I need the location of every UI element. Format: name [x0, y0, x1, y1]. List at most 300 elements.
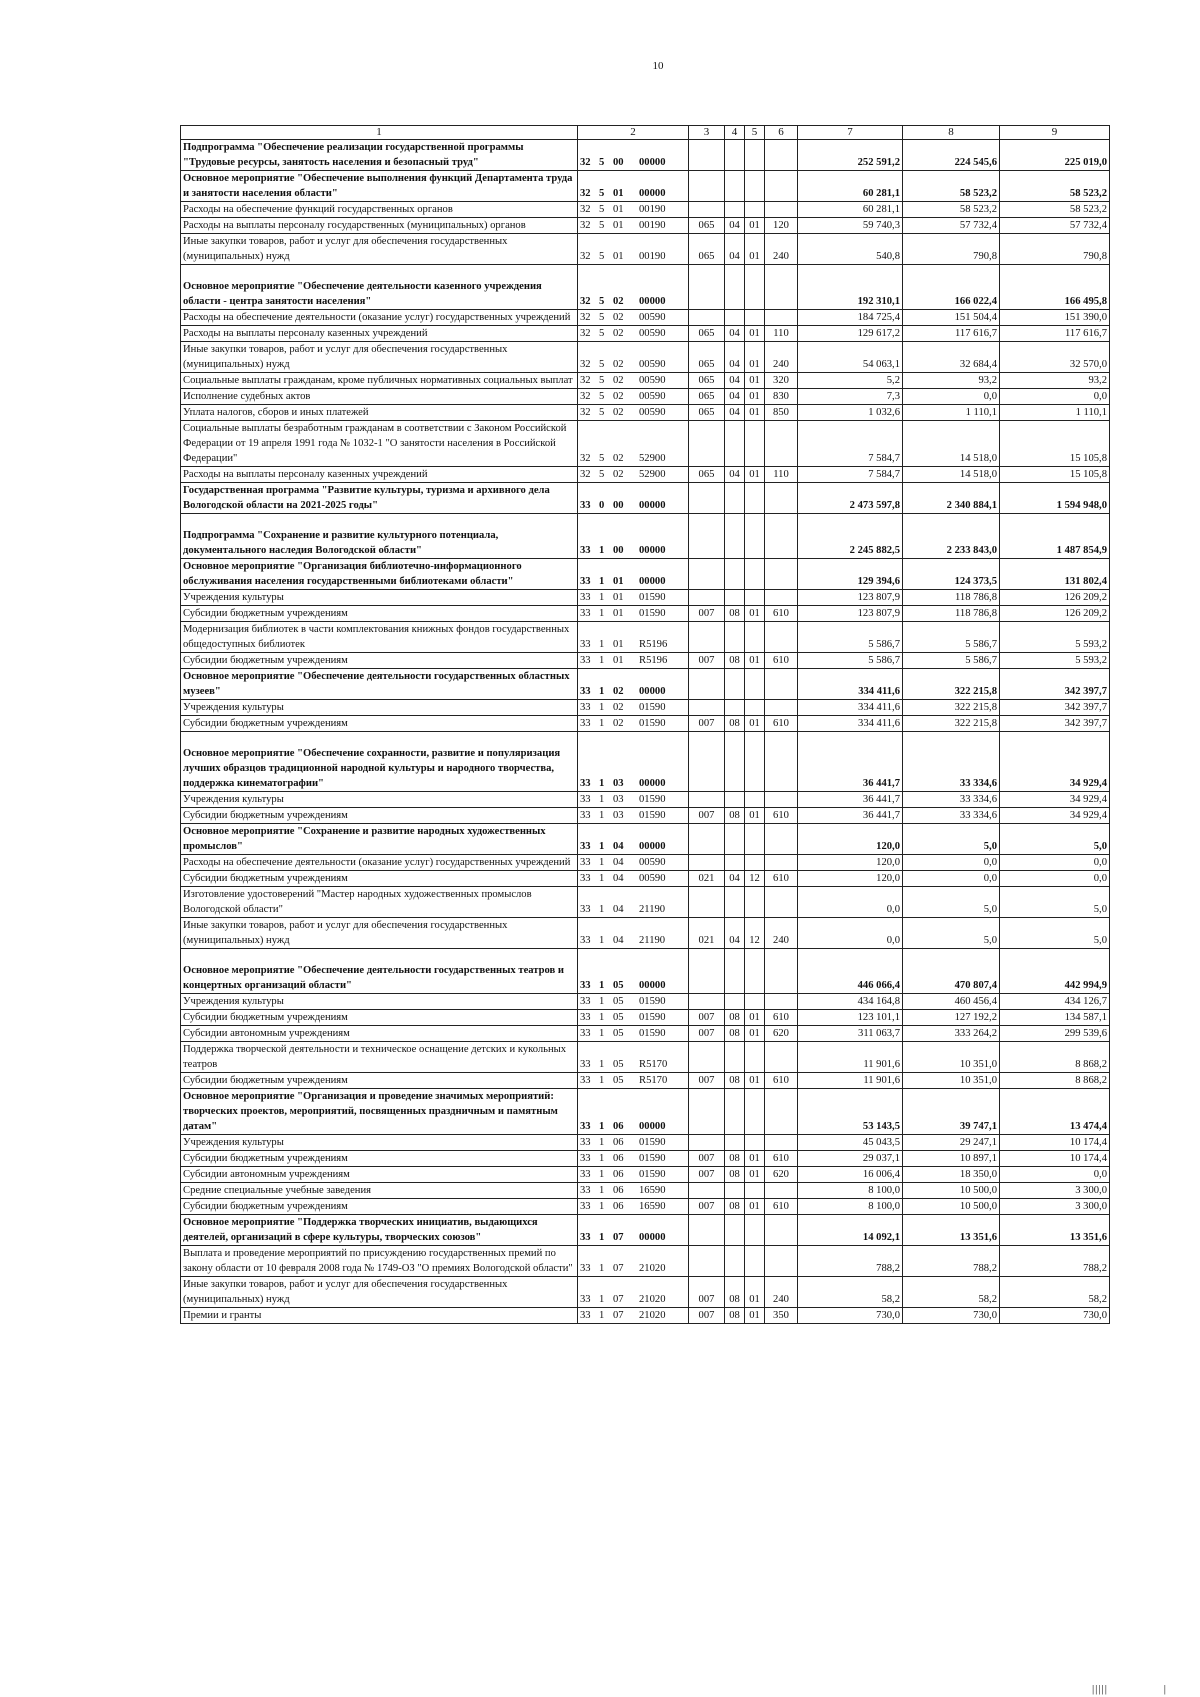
table-row [181, 716, 1110, 732]
amount-v8: 0,0 [903, 855, 1000, 871]
amount-v7: 59 740,3 [798, 218, 903, 234]
amount-v7: 60 281,1 [798, 202, 903, 218]
amount-v9: 788,2 [1000, 1246, 1110, 1277]
code-part-4: 00000 [639, 296, 666, 307]
amount-v9: 166 495,8 [1000, 265, 1110, 310]
amount-v7: 446 066,4 [798, 949, 903, 994]
cell-c5: 12 [745, 871, 765, 887]
amount-v9: 790,8 [1000, 234, 1110, 265]
row-name-text: Субсидии бюджетным учреждениям [183, 1201, 348, 1212]
row-name-text: Основное мероприятие "Обеспечение выполнения функций Департамента труда и занятости населения области" [183, 173, 573, 199]
code-part-1: 33 [580, 1137, 591, 1148]
cell-c5: 01 [745, 1151, 765, 1167]
code-part-3: 01 [613, 204, 624, 215]
amount-v8: 5,0 [903, 824, 1000, 855]
row-code [578, 342, 689, 373]
cell-c4 [725, 1135, 745, 1151]
code-part-1: 32 [580, 204, 591, 215]
table-row [181, 855, 1110, 871]
cell-c4 [725, 1246, 745, 1277]
code-part-2: 5 [599, 469, 605, 480]
amount-v8: 39 747,1 [903, 1089, 1000, 1135]
cell-c3 [689, 202, 725, 218]
cell-c6: 240 [765, 1277, 798, 1308]
table-row [181, 405, 1110, 421]
row-name-text: Субсидии бюджетным учреждениям [183, 1075, 348, 1086]
row-name [181, 887, 578, 918]
code-part-3: 07 [613, 1310, 624, 1321]
amount-v9: 134 587,1 [1000, 1010, 1110, 1026]
cell-c6 [765, 855, 798, 871]
cell-c6 [765, 1183, 798, 1199]
code-part-3: 05 [613, 1012, 624, 1023]
amount-v9: 442 994,9 [1000, 949, 1110, 994]
cell-c5: 01 [745, 653, 765, 669]
code-part-3: 07 [613, 1263, 624, 1274]
cell-c3 [689, 1246, 725, 1277]
row-name [181, 918, 578, 949]
code-part-4: 00000 [639, 545, 666, 556]
code-part-3: 02 [613, 702, 624, 713]
row-name-text: Основное мероприятие "Поддержка творческих инициатив, выдающихся деятелей, организаций в сфере культуры, творческих союзов" [183, 1217, 538, 1243]
amount-v8: 730,0 [903, 1308, 1000, 1324]
table-row [181, 265, 1110, 310]
amount-v9: 0,0 [1000, 855, 1110, 871]
amount-v8: 10 351,0 [903, 1073, 1000, 1089]
table-row [181, 590, 1110, 606]
table-row [181, 918, 1110, 949]
amount-v8: 10 897,1 [903, 1151, 1000, 1167]
amount-v7: 58,2 [798, 1277, 903, 1308]
code-part-1: 33 [580, 857, 591, 868]
code-part-2: 1 [599, 980, 605, 991]
code-part-1: 33 [580, 1121, 591, 1132]
row-name-text: Субсидии бюджетным учреждениям [183, 655, 348, 666]
column-header-1: 1 [181, 126, 578, 140]
amount-v8: 58 523,2 [903, 171, 1000, 202]
row-name-text: Основное мероприятие "Обеспечение деятельности казенного учреждения области - центра занятости населения" [183, 281, 542, 307]
code-part-3: 04 [613, 935, 624, 946]
cell-c3: 007 [689, 1308, 725, 1324]
cell-c5 [745, 590, 765, 606]
amount-v7: 129 394,6 [798, 559, 903, 590]
code-part-2: 5 [599, 157, 605, 168]
table-row [181, 1277, 1110, 1308]
code-part-2: 1 [599, 718, 605, 729]
row-name-text: Учреждения культуры [183, 1137, 284, 1148]
row-code [578, 265, 689, 310]
cell-c3 [689, 732, 725, 792]
row-name-text: Учреждения культуры [183, 996, 284, 1007]
cell-c3 [689, 824, 725, 855]
code-part-3: 01 [613, 188, 624, 199]
code-part-2: 1 [599, 545, 605, 556]
row-name-text: Расходы на выплаты персоналу казенных учреждений [183, 469, 428, 480]
amount-v7: 730,0 [798, 1308, 903, 1324]
table-row [181, 1010, 1110, 1026]
amount-v9: 1 110,1 [1000, 405, 1110, 421]
cell-c5 [745, 1215, 765, 1246]
code-part-1: 33 [580, 841, 591, 852]
code-part-3: 06 [613, 1201, 624, 1212]
cell-c5: 01 [745, 808, 765, 824]
code-part-2: 5 [599, 391, 605, 402]
code-part-3: 01 [613, 220, 624, 231]
cell-c3: 007 [689, 1167, 725, 1183]
code-part-4: 00000 [639, 1232, 666, 1243]
table-row [181, 1135, 1110, 1151]
cell-c4: 04 [725, 234, 745, 265]
row-code [578, 994, 689, 1010]
cell-c5: 01 [745, 1026, 765, 1042]
row-name [181, 1135, 578, 1151]
code-part-1: 33 [580, 1310, 591, 1321]
column-header-6: 6 [765, 126, 798, 140]
cell-c4: 08 [725, 1026, 745, 1042]
row-name [181, 202, 578, 218]
cell-c3: 065 [689, 218, 725, 234]
row-name-text: Расходы на обеспечение деятельности (оказание услуг) государственных учреждений [183, 312, 571, 323]
amount-v9: 1 594 948,0 [1000, 483, 1110, 514]
code-part-4: 21020 [639, 1263, 666, 1274]
row-code [578, 202, 689, 218]
column-header-8: 8 [903, 126, 1000, 140]
code-part-1: 32 [580, 251, 591, 262]
cell-c4: 08 [725, 1010, 745, 1026]
code-part-3: 04 [613, 857, 624, 868]
cell-c3: 007 [689, 1026, 725, 1042]
cell-c6: 610 [765, 871, 798, 887]
code-part-3: 03 [613, 810, 624, 821]
cell-c4 [725, 887, 745, 918]
amount-v8: 57 732,4 [903, 218, 1000, 234]
cell-c6: 830 [765, 389, 798, 405]
cell-c3 [689, 140, 725, 171]
row-code [578, 1183, 689, 1199]
code-part-1: 33 [580, 980, 591, 991]
row-code [578, 389, 689, 405]
cell-c4 [725, 310, 745, 326]
row-name [181, 1199, 578, 1215]
code-part-4: 01590 [639, 1153, 666, 1164]
table-row [181, 606, 1110, 622]
page-number: 10 [652, 60, 664, 72]
code-part-2: 5 [599, 220, 605, 231]
row-code [578, 653, 689, 669]
cell-c3: 007 [689, 606, 725, 622]
code-part-2: 1 [599, 778, 605, 789]
cell-c5 [745, 1089, 765, 1135]
cell-c3: 065 [689, 234, 725, 265]
table-row [181, 171, 1110, 202]
cell-c4 [725, 1089, 745, 1135]
cell-c4 [725, 622, 745, 653]
row-name [181, 1215, 578, 1246]
code-part-4: 00000 [639, 841, 666, 852]
code-part-1: 33 [580, 702, 591, 713]
row-code [578, 373, 689, 389]
amount-v7: 334 411,6 [798, 716, 903, 732]
cell-c4 [725, 700, 745, 716]
amount-v7: 434 164,8 [798, 994, 903, 1010]
scan-edge-mark: | [1163, 1683, 1166, 1695]
cell-c3 [689, 700, 725, 716]
table-row [181, 887, 1110, 918]
code-part-2: 1 [599, 1201, 605, 1212]
row-name-text: Основное мероприятие "Организация и проведение значимых мероприятий: творческих проектов, мероприятий, посвященных праздничным и памятным датам" [183, 1091, 558, 1132]
cell-c4 [725, 202, 745, 218]
code-part-2: 5 [599, 296, 605, 307]
row-name [181, 669, 578, 700]
code-part-1: 33 [580, 545, 591, 556]
amount-v9: 34 929,4 [1000, 792, 1110, 808]
code-part-3: 07 [613, 1232, 624, 1243]
amount-v7: 0,0 [798, 887, 903, 918]
cell-c6 [765, 421, 798, 467]
cell-c5 [745, 855, 765, 871]
cell-c3 [689, 1215, 725, 1246]
table-row [181, 871, 1110, 887]
row-code [578, 792, 689, 808]
code-part-4: 00590 [639, 312, 666, 323]
amount-v8: 151 504,4 [903, 310, 1000, 326]
cell-c4: 08 [725, 1167, 745, 1183]
code-part-2: 1 [599, 655, 605, 666]
cell-c4: 08 [725, 1151, 745, 1167]
code-part-2: 1 [599, 1121, 605, 1132]
row-name-text: Учреждения культуры [183, 702, 284, 713]
table-row [181, 1089, 1110, 1135]
cell-c6: 610 [765, 1073, 798, 1089]
cell-c6 [765, 559, 798, 590]
code-part-1: 33 [580, 655, 591, 666]
code-part-4: R5196 [639, 639, 668, 650]
amount-v9: 15 105,8 [1000, 421, 1110, 467]
code-part-3: 05 [613, 1028, 624, 1039]
table-row [181, 140, 1110, 171]
row-name [181, 514, 578, 559]
header-row [181, 126, 1110, 140]
cell-c6 [765, 669, 798, 700]
cell-c6: 610 [765, 808, 798, 824]
code-part-1: 33 [580, 1201, 591, 1212]
cell-c3: 007 [689, 1199, 725, 1215]
row-code [578, 310, 689, 326]
code-part-2: 1 [599, 639, 605, 650]
cell-c6 [765, 1246, 798, 1277]
code-part-2: 5 [599, 453, 605, 464]
code-part-4: 00590 [639, 391, 666, 402]
code-part-1: 32 [580, 220, 591, 231]
code-part-3: 02 [613, 375, 624, 386]
row-name [181, 171, 578, 202]
cell-c4: 04 [725, 467, 745, 483]
code-part-4: R5170 [639, 1075, 668, 1086]
cell-c4: 04 [725, 218, 745, 234]
table-body [181, 140, 1110, 1324]
cell-c5: 01 [745, 716, 765, 732]
table-row [181, 700, 1110, 716]
cell-c6: 350 [765, 1308, 798, 1324]
amount-v8: 10 351,0 [903, 1042, 1000, 1073]
code-part-4: 00590 [639, 857, 666, 868]
cell-c6 [765, 949, 798, 994]
cell-c6 [765, 202, 798, 218]
code-part-1: 32 [580, 312, 591, 323]
code-part-1: 33 [580, 1075, 591, 1086]
cell-c4: 08 [725, 1199, 745, 1215]
cell-c6 [765, 994, 798, 1010]
row-name-text: Социальные выплаты гражданам, кроме публичных нормативных социальных выплат [183, 375, 573, 386]
amount-v8: 322 215,8 [903, 700, 1000, 716]
code-part-3: 02 [613, 391, 624, 402]
cell-c6: 320 [765, 373, 798, 389]
amount-v9: 342 397,7 [1000, 716, 1110, 732]
amount-v9: 225 019,0 [1000, 140, 1110, 171]
amount-v9: 117 616,7 [1000, 326, 1110, 342]
amount-v7: 11 901,6 [798, 1073, 903, 1089]
amount-v9: 434 126,7 [1000, 994, 1110, 1010]
row-name [181, 234, 578, 265]
amount-v8: 58,2 [903, 1277, 1000, 1308]
code-part-2: 5 [599, 204, 605, 215]
cell-c4 [725, 559, 745, 590]
code-part-4: 01590 [639, 810, 666, 821]
cell-c3: 007 [689, 1073, 725, 1089]
code-part-2: 1 [599, 1153, 605, 1164]
table-row [181, 234, 1110, 265]
row-name-text: Расходы на обеспечение функций государственных органов [183, 204, 453, 215]
row-name [181, 871, 578, 887]
cell-c6: 610 [765, 716, 798, 732]
cell-c5: 01 [745, 326, 765, 342]
row-code [578, 1042, 689, 1073]
code-part-4: 01590 [639, 794, 666, 805]
cell-c5: 01 [745, 1199, 765, 1215]
cell-c4: 04 [725, 871, 745, 887]
row-name-text: Субсидии бюджетным учреждениям [183, 1153, 348, 1164]
cell-c5 [745, 669, 765, 700]
amount-v8: 2 340 884,1 [903, 483, 1000, 514]
table-row [181, 218, 1110, 234]
code-part-3: 04 [613, 873, 624, 884]
cell-c4: 08 [725, 653, 745, 669]
table-row [181, 669, 1110, 700]
cell-c5: 01 [745, 1010, 765, 1026]
cell-c6: 610 [765, 606, 798, 622]
row-name [181, 218, 578, 234]
cell-c4: 04 [725, 326, 745, 342]
cell-c4 [725, 669, 745, 700]
code-part-2: 1 [599, 1059, 605, 1070]
row-name [181, 1073, 578, 1089]
cell-c6: 120 [765, 218, 798, 234]
amount-v7: 54 063,1 [798, 342, 903, 373]
cell-c3: 065 [689, 405, 725, 421]
cell-c6 [765, 824, 798, 855]
table-row [181, 1308, 1110, 1324]
cell-c4: 08 [725, 606, 745, 622]
row-name [181, 716, 578, 732]
amount-v8: 29 247,1 [903, 1135, 1000, 1151]
amount-v9: 342 397,7 [1000, 669, 1110, 700]
code-part-1: 33 [580, 576, 591, 587]
row-name-text: Средние специальные учебные заведения [183, 1185, 372, 1196]
code-part-2: 1 [599, 608, 605, 619]
amount-v9: 0,0 [1000, 389, 1110, 405]
row-name [181, 590, 578, 606]
row-code [578, 405, 689, 421]
code-part-2: 5 [599, 359, 605, 370]
cell-c6: 610 [765, 1151, 798, 1167]
amount-v7: 36 441,7 [798, 732, 903, 792]
code-part-2: 1 [599, 702, 605, 713]
row-name [181, 622, 578, 653]
code-part-4: R5170 [639, 1059, 668, 1070]
table-row [181, 467, 1110, 483]
row-name-text: Основное мероприятие "Обеспечение деятельности государственных областных музеев" [183, 671, 570, 697]
cell-c3 [689, 590, 725, 606]
code-part-3: 01 [613, 608, 624, 619]
code-part-3: 02 [613, 686, 624, 697]
cell-c4: 08 [725, 1308, 745, 1324]
row-code [578, 171, 689, 202]
amount-v9: 126 209,2 [1000, 606, 1110, 622]
cell-c6 [765, 887, 798, 918]
code-part-2: 5 [599, 375, 605, 386]
row-name-text: Основное мероприятие "Обеспечение деятельности государственных театров и концертных организаций области" [183, 965, 565, 991]
code-part-4: 00000 [639, 686, 666, 697]
cell-c5 [745, 732, 765, 792]
cell-c6: 620 [765, 1167, 798, 1183]
row-name-text: Субсидии бюджетным учреждениям [183, 873, 348, 884]
amount-v7: 120,0 [798, 855, 903, 871]
cell-c5: 01 [745, 218, 765, 234]
row-name-text: Основное мероприятие "Сохранение и развитие народных художественных промыслов" [183, 826, 546, 852]
cell-c6 [765, 1135, 798, 1151]
table-row [181, 421, 1110, 467]
table-row [181, 1167, 1110, 1183]
amount-v7: 8 100,0 [798, 1199, 903, 1215]
code-part-3: 01 [613, 592, 624, 603]
code-part-2: 1 [599, 1232, 605, 1243]
cell-c3 [689, 310, 725, 326]
row-name-text: Иные закупки товаров, работ и услуг для обеспечения государственных (муниципальных) нужд [183, 920, 508, 946]
code-part-1: 33 [580, 935, 591, 946]
row-name [181, 792, 578, 808]
cell-c3 [689, 622, 725, 653]
code-part-1: 33 [580, 718, 591, 729]
table-row [181, 1073, 1110, 1089]
code-part-4: 00590 [639, 359, 666, 370]
table-row [181, 1183, 1110, 1199]
amount-v9: 58 523,2 [1000, 171, 1110, 202]
cell-c5: 01 [745, 606, 765, 622]
cell-c5: 01 [745, 1308, 765, 1324]
code-part-3: 07 [613, 1294, 624, 1305]
amount-v8: 18 350,0 [903, 1167, 1000, 1183]
row-name-text: Премии и гранты [183, 1310, 262, 1321]
amount-v7: 540,8 [798, 234, 903, 265]
amount-v7: 36 441,7 [798, 792, 903, 808]
code-part-3: 03 [613, 778, 624, 789]
cell-c5 [745, 792, 765, 808]
row-code [578, 326, 689, 342]
code-part-3: 05 [613, 1075, 624, 1086]
code-part-4: 21190 [639, 935, 666, 946]
amount-v9: 0,0 [1000, 871, 1110, 887]
cell-c3: 065 [689, 373, 725, 389]
